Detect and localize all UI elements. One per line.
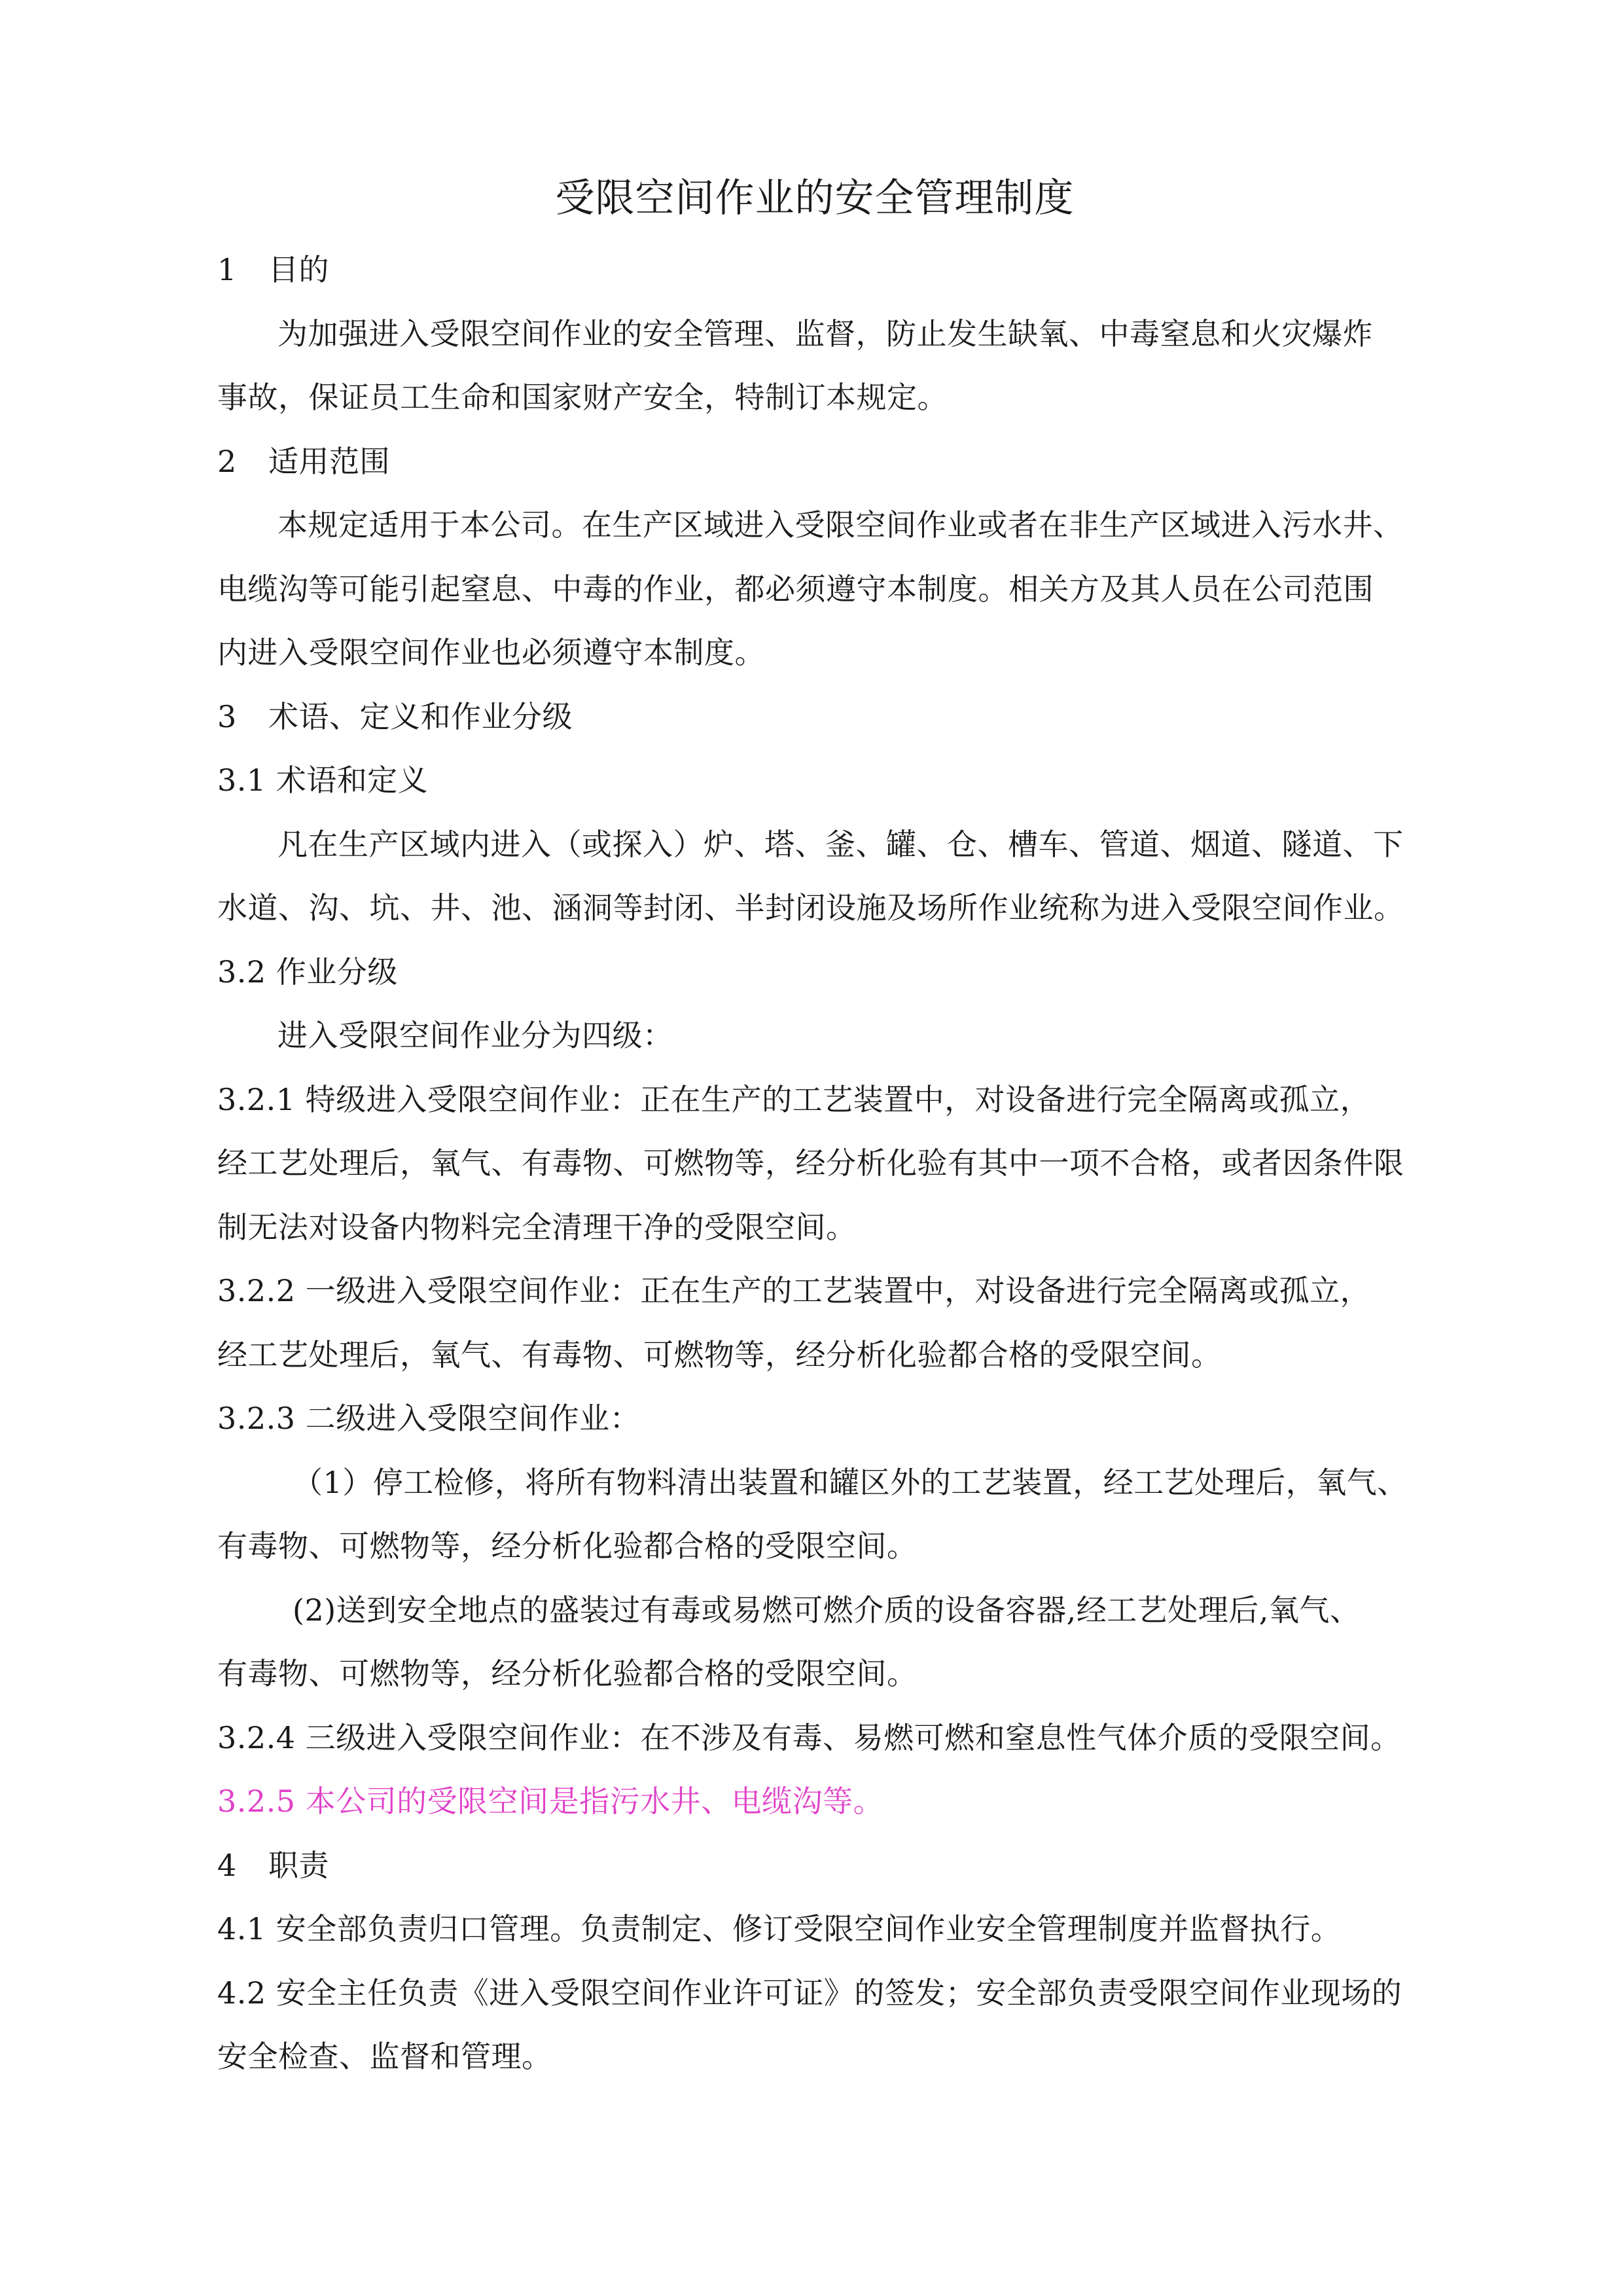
clause-line: 3.2.2 一级进入受限空间作业：正在生产的工艺装置中，对设备进行完全隔离或孤立， (217, 1273, 1371, 1308)
subsection-heading: 3.1 术语和定义 (217, 762, 429, 798)
highlighted-clause-line: 3.2.5 本公司的受限空间是指污水井、电缆沟等。 (217, 1784, 884, 1819)
section-heading (217, 1834, 1471, 1898)
paragraph-line: 有毒物、可燃物等，经分析化验都合格的受限空间。 (217, 1528, 918, 1564)
section-heading-text: 术语、定义和作业分级 (268, 698, 573, 734)
list-item-line: （1）停工检修，将所有物料清出装置和罐区外的工艺装置，经工艺处理后，氧气、 (293, 1464, 1408, 1500)
clause-line: 3.2.4 三级进入受限空间作业：在不涉及有毒、易燃可燃和窒息性气体介质的受限空间。 (217, 1719, 1401, 1755)
paragraph-line: 凡在生产区域内进入（或探入）炉、塔、釜、罐、仓、槽车、管道、烟道、隧道、下 (277, 826, 1404, 862)
clause-line: 3.2.1 特级进入受限空间作业：正在生产的工艺装置中，对设备进行完全隔离或孤立， (217, 1081, 1371, 1117)
section-heading-text: 适用范围 (268, 443, 390, 479)
section-heading-text: 目的 (268, 252, 329, 287)
subsection-heading: 3.2 作业分级 (217, 954, 398, 990)
paragraph-line: 内进入受限空间作业也必须遵守本制度。 (217, 635, 765, 670)
section-heading (217, 430, 1471, 494)
clause-line: 4.1 安全部负责归口管理。负责制定、修订受限空间作业安全管理制度并监督执行。 (217, 1911, 1342, 1946)
clause-line: 4.2 安全主任负责《进入受限空间作业许可证》的签发；安全部负责受限空间作业现场的 (217, 1975, 1402, 2011)
paragraph-line: 本规定适用于本公司。在生产区域进入受限空间作业或者在非生产区域进入污水井、 (277, 507, 1404, 543)
section-heading-text: 职责 (268, 1847, 329, 1883)
paragraph-line: 经工艺处理后，氧气、有毒物、可燃物等，经分析化验都合格的受限空间。 (217, 1336, 1222, 1372)
section-heading (217, 238, 1471, 302)
paragraph-line: 事故，保证员工生命和国家财产安全，特制订本规定。 (217, 380, 948, 415)
paragraph-line: 安全检查、监督和管理。 (217, 2039, 552, 2074)
section-number: 1 (217, 252, 237, 287)
clause-line: 3.2.3 二级进入受限空间作业： (217, 1401, 641, 1436)
list-item-line: (2)送到安全地点的盛装过有毒或易燃可燃介质的设备容器,经工艺处理后,氧气、 (293, 1592, 1361, 1628)
paragraph-line: 制无法对设备内物料完全清理干净的受限空间。 (217, 1209, 857, 1245)
paragraph-line: 经工艺处理后，氧气、有毒物、可燃物等，经分析化验有其中一项不合格，或者因条件限 (217, 1145, 1404, 1181)
section-heading (217, 685, 1471, 749)
section-number: 2 (217, 443, 237, 479)
paragraph-line: 电缆沟等可能引起窒息、中毒的作业，都必须遵守本制度。相关方及其人员在公司范围 (217, 571, 1374, 607)
section-number: 3 (217, 698, 237, 734)
paragraph-line: 进入受限空间作业分为四级： (277, 1018, 673, 1053)
paragraph-line: 有毒物、可燃物等，经分析化验都合格的受限空间。 (217, 1656, 918, 1691)
paragraph-line: 水道、沟、坑、井、池、涵洞等封闭、半封闭设施及场所作业统称为进入受限空间作业。 (217, 890, 1404, 925)
document-title: 受限空间作业的安全管理制度 (555, 175, 1075, 221)
section-number: 4 (217, 1847, 237, 1883)
paragraph-line: 为加强进入受限空间作业的安全管理、监督，防止发生缺氧、中毒窒息和火灾爆炸 (277, 315, 1373, 351)
